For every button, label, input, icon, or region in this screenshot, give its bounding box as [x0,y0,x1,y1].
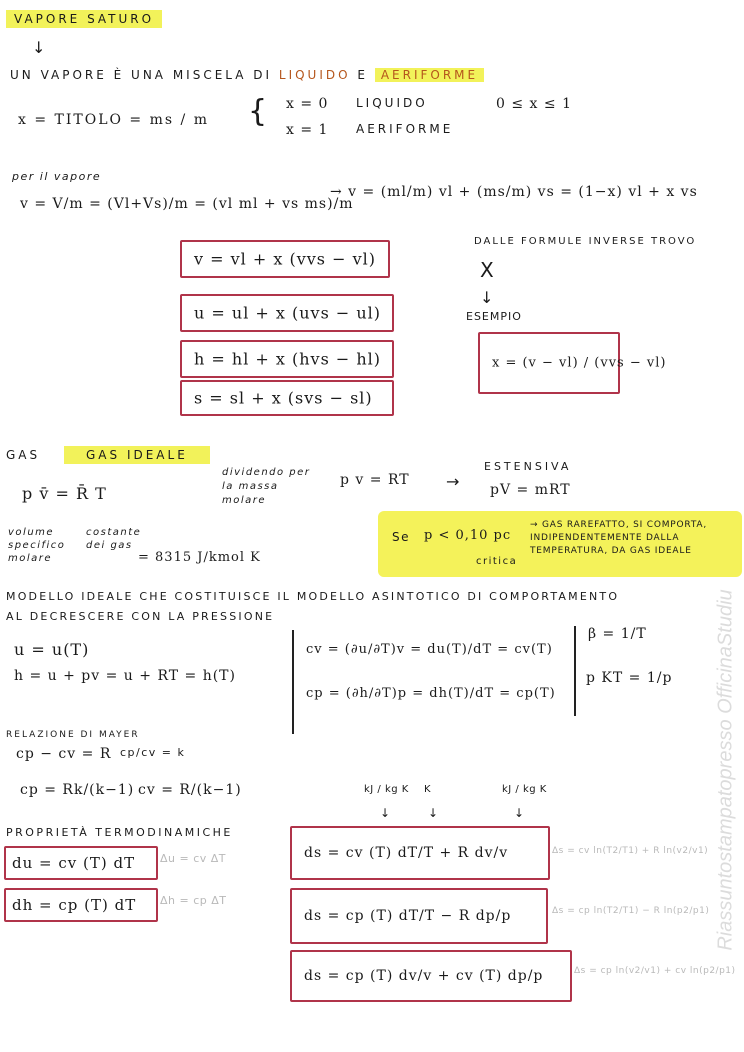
v-equation: v = V/m = (Vl+Vs)/m = (vl ml + vs ms)/m [20,196,354,212]
costante-label: costante dei gas [86,527,142,551]
case-x0: x = 0 [286,96,329,112]
formula-box-du: du = cv (T) dT [4,846,158,880]
u-of-t: u = u(T) [14,640,90,659]
modello-line-2: AL DECRESCERE CON LA PRESSIONE [6,610,275,623]
unit-label-1: kJ / kg K [364,784,409,795]
kt-equation: p KT = 1/p [586,670,673,686]
beta-equation: β = 1/T [588,626,647,642]
intro-prefix: UN VAPORE È UNA MISCELA DI [10,68,273,82]
brace-icon: { [248,94,269,129]
right-arrow-icon: → [446,472,460,491]
note-dividendo: dividendo per la massa molare [222,467,311,506]
down-arrow-icon: ↓ [480,288,494,307]
rarefied-gas-note: → GAS RAREFATTO, SI COMPORTA, INDIPENDENTEMENTE DALLA TEMPERATURA, DA GAS IDEALE [530,520,708,556]
note-delta-u: Δu = cv ΔT [160,852,227,865]
note-delta-s2: Δs = cp ln(T2/T1) − R ln(p2/p1) [552,906,710,916]
note-delta-h: Δh = cp ΔT [160,894,227,907]
case-x0-label: LIQUIDO [356,96,428,110]
inverse-formulas-text: DALLE FORMULE INVERSE TROVO [474,236,697,247]
cp-equation: cp = (∂h/∂T)p = dh(T)/dT = cp(T) [306,686,556,701]
formula-box-v: v = vl + x (vvs − vl) [180,240,390,278]
formula-box-ds3: ds = cp (T) dv/v + cv (T) dp/p [290,950,572,1002]
unit-label-3: kJ / kg K [502,784,547,795]
section-title-gas-ideale: GAS IDEALE [64,446,210,464]
se-label: Se [392,530,410,544]
pv-bar-equation: p v̄ = R̄ T [22,484,107,503]
mayer-equation: cp − cv = R [16,746,112,762]
intro-and: E [357,68,368,82]
mayer-title: RELAZIONE DI MAYER [6,730,140,740]
down-arrow-icon: ↓ [428,806,439,820]
down-arrow-icon: ↓ [32,38,46,57]
formula-box-u: u = ul + x (uvs − ul) [180,294,394,332]
pressure-condition: p < 0,10 pc [424,528,512,543]
intro-liquid: LIQUIDO [278,68,351,82]
watermark: Riassuntostampatopresso OfficinaStudiu [714,589,737,951]
inverse-x: X [480,258,496,282]
formula-box-h: h = hl + x (hvs − hl) [180,340,394,378]
pv-rt-equation: p v = RT [340,472,410,488]
k-definition: cp/cv = k [120,746,186,759]
estensiva-label: ESTENSIVA [484,460,572,473]
esempio-label: ESEMPIO [466,310,522,323]
note-delta-s1: Δs = cv ln(T2/T1) + R ln(v2/v1) [552,846,709,856]
v-equation-2: → v = (ml/m) vl + (ms/m) vs = (1−x) vl + x vs [330,184,698,200]
case-x1-label: AERIFORME [356,122,454,136]
per-vapore-label: per il vapore [12,170,102,183]
divider-left [292,630,294,734]
intro-line [10,68,484,82]
formula-box-ds2: ds = cp (T) dT/T − R dp/p [290,888,548,944]
titolo-range: 0 ≤ x ≤ 1 [496,96,572,112]
volume-label: volume specifico molare [8,527,66,564]
pV-mRT-equation: pV = mRT [490,482,571,498]
unit-label-2: K [424,784,432,795]
case-x1: x = 1 [286,122,329,138]
section-title-vapore-saturo: VAPORE SATURO [6,10,162,28]
cv-equation: cv = (∂u/∂T)v = du(T)/dT = cv(T) [306,642,553,657]
critica-label: critica [476,556,518,567]
titolo-definition: x = TITOLO = ms / m [18,112,209,128]
r-value: = 8315 J/kmol K [138,550,261,565]
note-delta-s3: Δs = cp ln(v2/v1) + cv ln(p2/p1) [574,966,736,976]
cv-from-k: cv = R/(k−1) [138,782,242,798]
down-arrow-icon: ↓ [380,806,391,820]
gas-title-part: GAS [6,448,41,462]
formula-box-s: s = sl + x (svs − sl) [180,380,394,416]
cp-from-k: cp = Rk/(k−1) [20,782,135,798]
intro-gas: AERIFORME [375,68,484,82]
modello-line-1: MODELLO IDEALE CHE COSTITUISCE IL MODELLO ASINTOTICO DI COMPORTAMENTO [6,590,620,603]
formula-box-ds1: ds = cv (T) dT/T + R dv/v [290,826,550,880]
formula-box-x: x = (v − vl) / (vvs − vl) [478,332,620,394]
h-of-t: h = u + pv = u + RT = h(T) [14,668,236,684]
formula-box-dh: dh = cp (T) dT [4,888,158,922]
proprieta-title: PROPRIETÀ TERMODINAMICHE [6,826,233,839]
down-arrow-icon: ↓ [514,806,525,820]
divider-right [574,626,576,716]
